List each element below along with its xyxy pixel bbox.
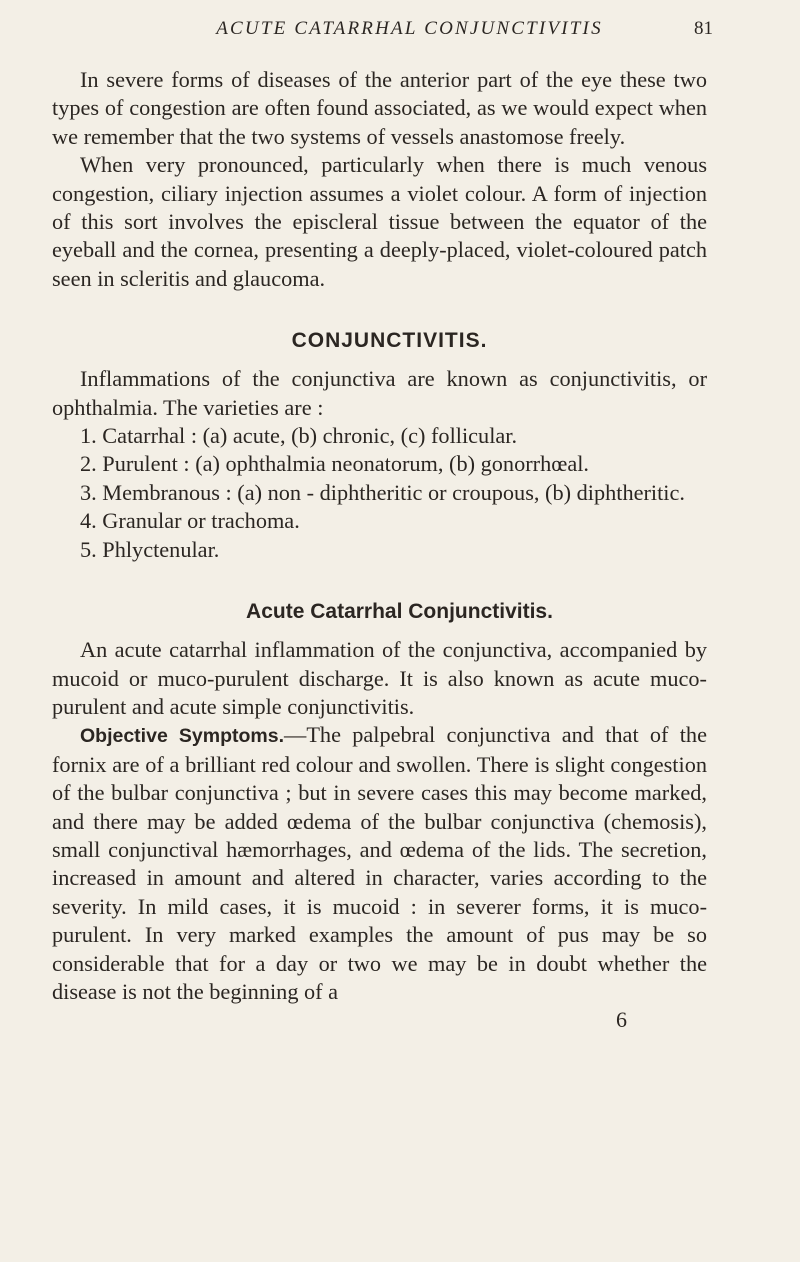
running-head <box>52 14 713 44</box>
intro-paragraph-2: When very pronounced, particularly when there is much venous congestion, ciliary injection assumes a violet colour. A form of injection of this sort involves the episcleral tissue between the equator of the eyeball and the cornea, presenting a deeply-placed, violet-coloured patch seen in scleritis and glaucoma. <box>52 152 707 291</box>
section-heading-conjunctivitis: CONJUNCTIVITIS. <box>291 329 488 353</box>
objective-symptoms-paragraph <box>52 721 707 1006</box>
section-heading-acute-catarrhal: Acute Catarrhal Conjunctivitis. <box>246 600 553 624</box>
objective-symptoms-text: —The palpebral conjunctiva and that of the fornix are of a brilliant red colour and swollen. There is slight congestion of the bulbar conjunctiva ; but in severe cases this may become marked, and there may be added œdema of the bulbar conjunctiva (chemosis), small conjunctival hæmorrhages, and œdema of the lids. The secretion, increased in amount and altered in character, varies according to the severity. In mild cases, it is mucoid : in severer forms, it is muco-purulent. In very marked examples the amount of pus may be so considerable that for a day or two we may be in doubt whether the disease is not the beginning of a <box>52 722 707 1004</box>
variety-item: 1. Catarrhal : (a) acute, (b) chronic, (c) follicular. <box>80 423 518 449</box>
variety-item: 2. Purulent : (a) ophthalmia neonatorum, (b) gonorrhœal. <box>80 451 589 477</box>
acute-definition: An acute catarrhal inflammation of the conjunctiva, accompanied by mucoid or muco-purulent discharge. It is also known as acute muco-purulent and acute simple conjunctivitis. <box>52 637 707 719</box>
page-number: 81 <box>694 18 713 39</box>
variety-item: 4. Granular or trachoma. <box>80 508 300 534</box>
intro-paragraph-1: In severe forms of diseases of the anterior part of the eye these two types of congestion are often found associated, as we would expect when we remember that the two systems of vessels anastomose freely. <box>52 67 707 149</box>
variety-item: 5. Phlyctenular. <box>80 536 220 562</box>
objective-symptoms-label: Objective Symptoms. <box>80 725 285 748</box>
running-head-title: ACUTE CATARRHAL CONJUNCTIVITIS <box>216 18 603 39</box>
signature-mark: 6 <box>616 1007 627 1033</box>
conjunctivitis-intro: Inflammations of the conjunctiva are known as conjunctivitis, or ophthalmia. The varieties are : <box>52 366 707 420</box>
variety-item: 3. Membranous : (a) non - diphtheritic or croupous, (b) diphtheritic. <box>80 479 685 505</box>
varieties-list <box>52 422 707 564</box>
book-page <box>52 14 713 1034</box>
